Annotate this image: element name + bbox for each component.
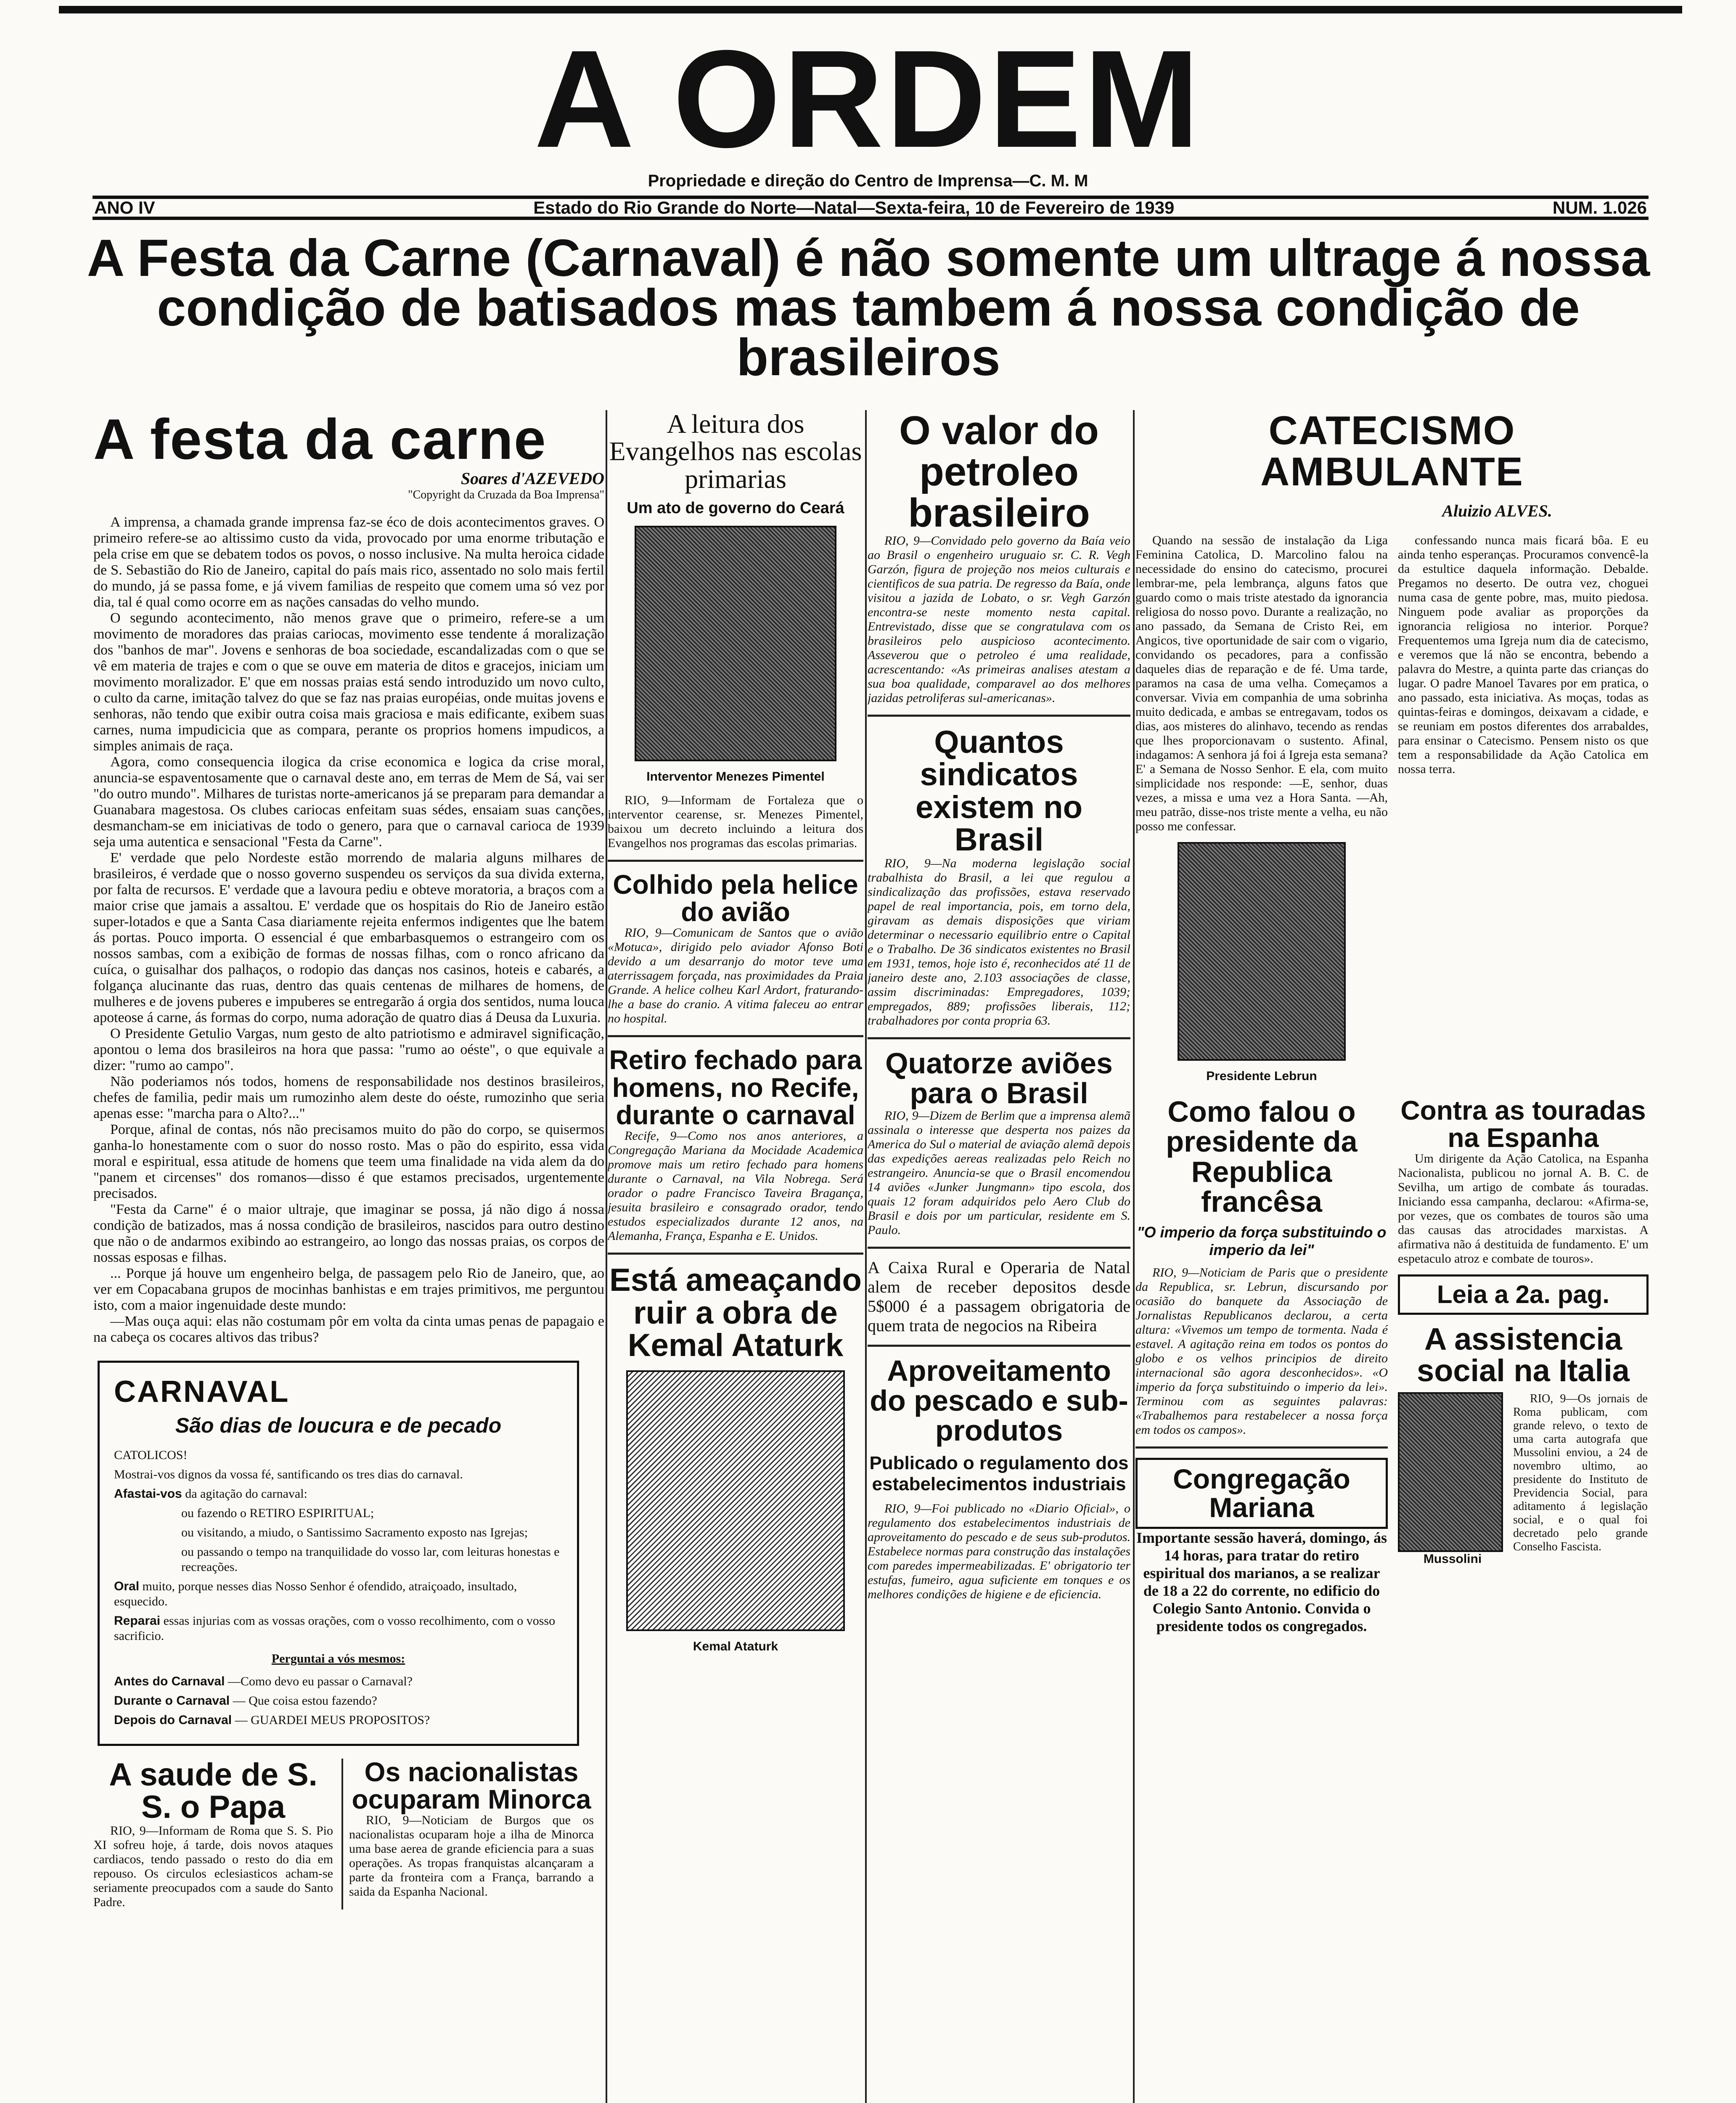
article-title: Colhido pela helice do avião [613, 869, 858, 927]
carnaval-box [98, 1361, 579, 1746]
article-title: A assistencia social na Italia [1417, 1321, 1630, 1388]
column-1 [93, 410, 604, 2103]
box-label: Depois do Carnaval [114, 1713, 232, 1727]
article-text: RIO, 9—Foi publicado no «Diario Oficial», o regulamento dos estabelecimentos industriais de aproveitamento do pescado e de seus sub-produtos. Estabelece normas para construção das instalações com paredes impermeabilizadas. E' obrigatorio ter estufas, fumeiro, agua suficiente em tonques e os melhores condições de higiene e de eficiencia. [868, 1501, 1130, 1601]
box-label: Antes do Carnaval [114, 1674, 225, 1688]
photo-caption: Mussolini [1423, 1552, 1482, 1566]
column-rule [865, 410, 867, 2103]
article-paragraph: ... Porque já houve um engenheiro belga, de passagem pelo Rio de Janeiro, que, ao ver em Copacabana grupos de mocinhas banhistas e em trajes primitivos, me perguntou isto, com a maior ingenuidade deste mundo: [93, 1265, 604, 1313]
box-tagline: São dias de loucura e de pecado [175, 1413, 502, 1437]
saude-article [93, 1756, 333, 1910]
place-date: Estado do Rio Grande do Norte—Natal—Sexta-feira, 10 de Fevereiro de 1939 [533, 198, 1175, 217]
column-rule [606, 410, 607, 2103]
box-option: ou passando o tempo na tranquilidade do vosso lar, com leituras honestas e recreações. [181, 1544, 560, 1574]
article-paragraph: Porque, afinal de contas, nós não precisamos muito do pão do corpo, se quisermos ganha-lo honestamente com o suor do nosso rosto. Mas o pão do espirito, essa vida moral e espiritual, essa atitude de homens que teem uma finalidade na vida alem da do "panem et circenses" dos romanos—disso é que estamos precisados, urgentemente precisados. [93, 1121, 604, 1201]
article-paragraph: O segundo acontecimento, não menos grave que o primeiro, refere-se a um movimento de moradores das praias cariocas, movimento esse tendente á moralização dos "banhos de mar". Jovens e senhoras de boa sociedade, escandalizadas com o que se vê em materia de trajes e com o que se ouve em materia de ditos e gracejos, iniciam um movimento moralizador. E' que em nossas praias está sendo introduzido um novo culto, o culto da carne, imitação talvez do que se faz nas praias européias, onde muitas jovens e senhoras, não tendo que exibir outra coisa mais graciosa e mais edificante, exibem suas carnes, numa impudicicia que as compara, perante os proprios homens impudicos, a simples animais de raça. [93, 610, 604, 754]
photo-caption: Kemal Ataturk [693, 1639, 778, 1653]
article-title: A leitura dos Evangelhos nas escolas primarias [609, 410, 862, 494]
nacionalistas-article [341, 1756, 594, 1910]
box-title: CARNAVAL [114, 1375, 290, 1409]
portrait-photo [1178, 842, 1346, 1061]
column-rule [1133, 410, 1135, 2103]
newspaper-title: A ORDEM [534, 21, 1202, 176]
photo-caption: Presidente Lebrun [1206, 1069, 1317, 1083]
article-text: RIO, 9—Os jornais de Roma publicam, com grande relevo, o texto de uma carta autografa que Mussolini enviou, a 24 de novembro ultimo, ao presidente do Instituto de Previdencia Social, para aditamento á legislação social, e o qual foi decretado pelo grande Conselho Fascista. [1513, 1392, 1648, 1554]
article-paragraph: "Festa da Carne" é o maior ultraje, que imaginar se possa, já não digo á nossa condição de batizados, mas á nossa condição de brasileiros, nascidos para outro destino que não o de andarmos exibindo ao estrangeiro, ao longo das nossas praias, os corpos de nossas esposas e filhas. [93, 1201, 604, 1265]
issue-number: NUM. 1.026 [1552, 198, 1647, 217]
column-2 [608, 410, 863, 2103]
article-text: Quando na sessão de instalação da Liga Feminina Catolica, D. Marcolino falou na necessidade do ensino do catecismo, procurei lembrar-me, pela lembrança, alguns fatos que guardo como o mais triste atestado da ignorancia religiosa do nosso povo. Durante a realização, no ano passado, da Semana de Cristo Rei, em Angicos, tive oportunidade de sair com o vigario, convidando os pecadores, para a confissão daqueles dias de reparação e de fé. Uma tarde, paramos na casa de uma velha. Começamos a conversar. Vivia em companhia de uma sobrinha muito dedicada, e ambas se entregavam, todos os dias, aos misteres do alinhavo, tecendo as rendas que lhes proporcionavam o sustento. Afinal, indagamos: A senhora já foi á Igreja esta semana? E' a Semana de Nosso Senhor. E ela, com muito simplicidade nos responde: —E, senhor, duas vezes, a missa e uma vez a Hora Santa. —Ah, meu patrão, disse-nos triste mente a velha, eu não posso me confessar. [1135, 533, 1388, 833]
article-title: Como falou o presidente da Republica francêsa [1166, 1095, 1358, 1218]
dateline [93, 196, 1649, 220]
box-option: ou visitando, a miudo, o Santissimo Sacramento exposto nas Igrejas; [181, 1525, 528, 1539]
article-text: RIO, 9—Dizem de Berlim que a imprensa alemã assinala o interesse que desperta nos paizes da America do Sul o material de aviação alemã depois das expedições aereas realizadas pelo Reich no estrangeiro. Anuncia-se que o Brasil encomendou 14 aviões «Junker Jungmann» tipo escola, dos quais 12 foram adquiridos pelo Aero Club do Brasil e dois por um particular, residente em S. Paulo. [868, 1108, 1130, 1237]
illustration [626, 1370, 845, 1631]
article-title: A saude de S. S. o Papa [109, 1756, 318, 1825]
article-text: Um dirigente da Ação Catolica, na Espanha Nacionalista, publicou no jornal A. B. C. de Sevilha, um artigo de combate ás touradas. Iniciando essa campanha, declarou: «Afirma-se, por vezes, que os combates de touros são uma das causas das atrocidades marxistas. A afirmativa não á destituida de fundamento. E' um espetaculo atroz e combate de touros». [1398, 1152, 1649, 1266]
portrait-photo [635, 526, 836, 761]
article-subtitle: "O imperio da força substituindo o imperio da lei" [1137, 1224, 1387, 1259]
year-label: ANO IV [94, 198, 155, 217]
main-headline: A Festa da Carne (Carnaval) é não somente um ultrage á nossa condição de batisados mas tambem á nossa condição de brasileiros [87, 229, 1650, 387]
box-line [114, 1693, 563, 1708]
box-questions-label: Perguntai a vós mesmos: [271, 1651, 405, 1666]
article-author: Soares d'AZEVEDO [460, 469, 604, 488]
box-text: — Que coisa estou fazendo? [233, 1693, 377, 1708]
article-title: CATECISMO AMBULANTE [1260, 410, 1524, 494]
article-copyright: "Copyright da Cruzada da Boa Imprensa" [408, 488, 604, 501]
article-title: Quatorze aviões para o Brasil [885, 1046, 1113, 1110]
box-line [114, 1486, 563, 1502]
article-text: RIO, 9—Comunicam de Santos que o avião «Motuca», dirigido pelo aviador Afonso Boti devido a um desarranjo do motor teve uma aterrissagem forçada, nas proximidades da Praia Grande. A helice colheu Karl Ardort, fraturando-lhe a base do cranio. A vitima faleceu ao entrar no hospital. [608, 926, 863, 1026]
photo-caption: Interventor Menezes Pimentel [646, 769, 825, 784]
box-text: da agitação do carnaval: [185, 1486, 307, 1501]
column-4 [1135, 410, 1649, 2103]
divider [608, 1253, 863, 1255]
box-label: Reparai [114, 1613, 161, 1628]
divider [868, 715, 1130, 717]
caixa-advert: A Caixa Rural e Operaria de Natal alem de receber depositos desde 5$000 é a passagem obrigatoria de quem trata de negocios na Ribeira [868, 1258, 1130, 1335]
box-label: Oral [114, 1579, 140, 1593]
article-author: Aluizio ALVES. [1442, 501, 1552, 520]
article-subtitle: Publicado o regulamento dos estabelecimentos industriais [869, 1452, 1129, 1494]
continue-note: Leia a 2a. pag. [1398, 1274, 1649, 1314]
article-paragraph: O Presidente Getulio Vargas, num gesto de alto patriotismo e admiravel significação, apontou o lema dos brasileiros na hora que passa: "rumo ao oéste", o que equivale a dizer: "rumo ao campo". [93, 1025, 604, 1073]
divider [608, 1035, 863, 1037]
divider [868, 1247, 1130, 1249]
article-title: O valor do petroleo brasileiro [899, 410, 1099, 535]
top-border [59, 6, 1682, 13]
box-line [114, 1674, 563, 1689]
portrait-photo [1398, 1392, 1503, 1552]
article-text: RIO, 9—Noticiam de Paris que o presidente da Republica, sr. Lebrun, discursando por ocasião do banquete da Associação de Jornalistas Republicanos declarou, a certa altura: «Vivemos um tempo de tormenta. Nada é estavel. A agitação reina em todos os pontos do globo e os velhos principios de direito internacional são agora desconhecidos». «O imperio da força substituindo o imperio da lei». Terminou com as seguintes palavras: «Trabalhemos para restabelecer a nossa força em todos os campos». [1135, 1266, 1388, 1437]
article-paragraph: A imprensa, a chamada grande imprensa faz-se éco de dois acontecimentos graves. O primeiro refere-se ao altissimo custo da vida, provocado por uma enorme tributação e pela crise em que se debatem todos os povos, o nosso inclusive. Na multa heroica cidade de S. Sebastião do Rio de Janeiro, capital do país mais rico, assentado no solo mais fertil do mundo, já se passa fome, e já vivem familias de respeito que comem uma só vez por dia, tal é qual como ocorre em as nações cansadas do velho mundo. [93, 514, 604, 610]
article-text: confessando nunca mais ficará bôa. E eu ainda tenho esperanças. Procuramos convencê-la da estultice daquela informação. Debalde. Pregamos no deserto. De outra vez, choguei numa casa de gente pobre, mas, muito piedosa. Ninguem pode avaliar as proporções da ignorancia religiosa no interior. Porque? Frequentemos uma Igreja num dia de catecismo, e veremos que lá não se encontra, bebendo a palavra do Mestre, a quinta parte das crianças do lugar. O padre Manoel Tavares por em pratica, o ano passado, esta iniciativa. As moças, todas as quintas-feiras e domingos, deixavam a cidade, e se reuniam em postos diferentes dos arrabaldes, para ensinar o Catecismo. Pensem nisto os que tem a responsabilidade da Ação Catolica em nossa terra. [1398, 533, 1649, 776]
article-text: RIO, 9—Na moderna legislação social trabalhista do Brasil, a lei que regulou a sindicalização das profissões, estava reservado papel de real importancia, pois, em torno dela, giravam as demais disposições que viriam determinar o necessario equilibrio entre o Capital e o Trabalho. De 36 sindicatos existentes no Brasil em 1931, temos, hoje isto é, reconhecidos até 11 de janeiro deste ano, 2.103 associações de classe, assim discriminadas: Empregadores, 1039; empregados, 889; profissões liberais, 112; trabalhadores por conta propria 63. [868, 856, 1130, 1028]
box-line [114, 1613, 563, 1644]
divider [608, 860, 863, 862]
article-text: Importante sessão haverá, domingo, ás 14 horas, para tratar do retiro espiritual dos marianos, a se realizar de 18 a 22 do corrente, no edificio do Colegio Santo Antonio. Convida o presidente todos os congregados. [1136, 1529, 1387, 1634]
article-text: Recife, 9—Como nos anos anteriores, a Congregação Mariana da Mocidade Academica promove mais um retiro fechado para homens durante o Carnaval, na Vila Nobrega. Será orador o padre Francisco Taveira Bragança, jesuita brasileiro e consagrado orador, tendo estudos especializados durante 12 anos, na Alemanha, França, Espanha e E. Unidos. [608, 1129, 863, 1243]
box-option: ou fazendo o RETIRO ESPIRITUAL; [181, 1506, 374, 1520]
article-text: RIO, 9—Informam de Roma que S. S. Pio XI sofreu hoje, á tarde, dois novos ataques cardiacos, tendo passado o resto do dia em repouso. Os circulos eclesiasticos acham-se seriamente preocupados com a saude do Santo Padre. [93, 1823, 333, 1909]
masthead-subtitle: Propriedade e direção do Centro de Imprensa—C. M. M [648, 172, 1088, 190]
box-text: essas injurias com as vossas orações, com o vosso recolhimento, com o vosso sacrificio. [114, 1613, 556, 1643]
divider [868, 1345, 1130, 1347]
masthead [0, 21, 1736, 191]
article-title: Contra as touradas na Espanha [1400, 1095, 1646, 1153]
box-label: Durante o Carnaval [114, 1693, 230, 1708]
box-line [114, 1713, 563, 1728]
divider [868, 1037, 1130, 1039]
box-label: Afastai-vos [114, 1486, 182, 1501]
article-paragraph: Não poderiamos nós todos, homens de responsabilidade nos destinos brasileiros, chefes de familia, pedir mais um rumozinho alem deste do oéste, rumozinho que seria apenas esse: "marcha para o Alto?..." [93, 1073, 604, 1121]
box-text: — GUARDEI MEUS PROPOSITOS? [235, 1713, 430, 1727]
article-paragraph: —Mas ouça aqui: elas não costumam pôr em volta da cinta umas penas de papagaio e na cabeça os cocares altivos das tribus? [93, 1313, 604, 1345]
divider [1135, 1446, 1388, 1449]
box-text: muito, porque nesses dias Nosso Senhor é ofendido, atraiçoado, insultado, esquecido. [114, 1579, 517, 1608]
article-paragraph: E' verdade que pelo Nordeste estão morrendo de malaria alguns milhares de brasileiros, é verdade que o nosso governo suspendeu os serviços da sua divida externa, por falta de recursos. E' verdade que a lavoura pediu e obteve moratoria, a braços com a maior crise que jamais a assaltou. E' verdade que os hospitais do Rio de Janeiro estão super-lotados e que a Santa Casa diariamente rejeita enfermos indigentes que lhe batem ás portas. Pouco importa. O essencial é que embarbasquemos o estrangeiro com os nossos sambas, com a exibição de formas de nossas filhas, com o ronco africano da cuíca, o guisalhar dos palhaços, o rodopio das danças nos casinos, hoteis e cabarés, a folgança alucinante das ruas, dentro das quais centenas de milhares de homens, de mulheres e de jovens puberes e impuberes se entregarão á orgia dos sentidos, numa louca apoteose á carne, ás formas do corpo, numa adoração de quatro dias á Deusa da Luxuria. [93, 850, 604, 1025]
article-title: A festa da carne [93, 410, 547, 471]
article-subtitle: Um ato de governo do Ceará [627, 499, 844, 517]
article-title: Aproveitamento do pescado e sub-produtos [870, 1354, 1128, 1447]
box-salute: CATOLICOS! [114, 1448, 188, 1462]
box-intro: Mostrai-vos dignos da vossa fé, santificando os tres dias do carnaval. [114, 1467, 463, 1481]
box-line [114, 1579, 563, 1609]
article-text: RIO, 9—Noticiam de Burgos que os nacionalistas ocuparam hoje a ilha de Minorca uma base aerea de grande eficiencia para a suas operações. As tropas franquistas alcançaram a parte da fronteira com a França, barrando a saida da Espanha Nacional. [349, 1813, 594, 1899]
article-title: Quantos sindicatos existem no Brasil [915, 724, 1083, 858]
article-text: RIO, 9—Convidado pelo governo da Baía veio ao Brasil o engenheiro uruguaio sr. C. R. Vegh Garzón, figura de projeção nos meios culturais e cientificos de sua patria. De regresso da Baía, onde visitou a jazida de Lobato, o sr. Vegh Garzón encontra-se neste momento nesta capital. Entrevistado, disse que se congratulava com os brasileiros pelo auspicioso acontecimento. Asseverou que o petroleo é uma realidade, acrescentando: «As primeiras analises atestam a sua boa qualidade, comparavel ao dos melhores jazidas petroliferas sul-americanas». [868, 533, 1130, 705]
article-title: Congregação Mariana [1135, 1458, 1388, 1529]
box-text: —Como devo eu passar o Carnaval? [228, 1674, 413, 1688]
article-title: Retiro fechado para homens, no Recife, durante o carnaval [609, 1045, 862, 1130]
article-title: Está ameaçando ruir a obra de Kemal Ataturk [609, 1262, 862, 1364]
article-text: RIO, 9—Informam de Fortaleza que o interventor cearense, sr. Menezes Pimentel, baixou um decreto incluindo a leitura dos Evangelhos nos programas das escolas primarias. [608, 793, 863, 850]
article-title: Os nacionalistas ocuparam Minorca [352, 1756, 591, 1814]
article-paragraph: Agora, como consequencia ilogica da crise economica e logica da crise moral, anuncia-se espaventosamente que o carnaval deste ano, em terras de Mem de Sá, vai ser "do outro mundo". Milhares de turistas norte-americanos já se preparam para demandar a Guanabara magestosa. Os clubes cariocas enfeitam suas sédes, ensaiam suas canções, desmancham-se em iniciativas de todo o genero, para que o carnaval carioca de 1939 seja uma autentica e sensacional "Festa da Carne". [93, 754, 604, 850]
column-3 [868, 410, 1130, 2103]
